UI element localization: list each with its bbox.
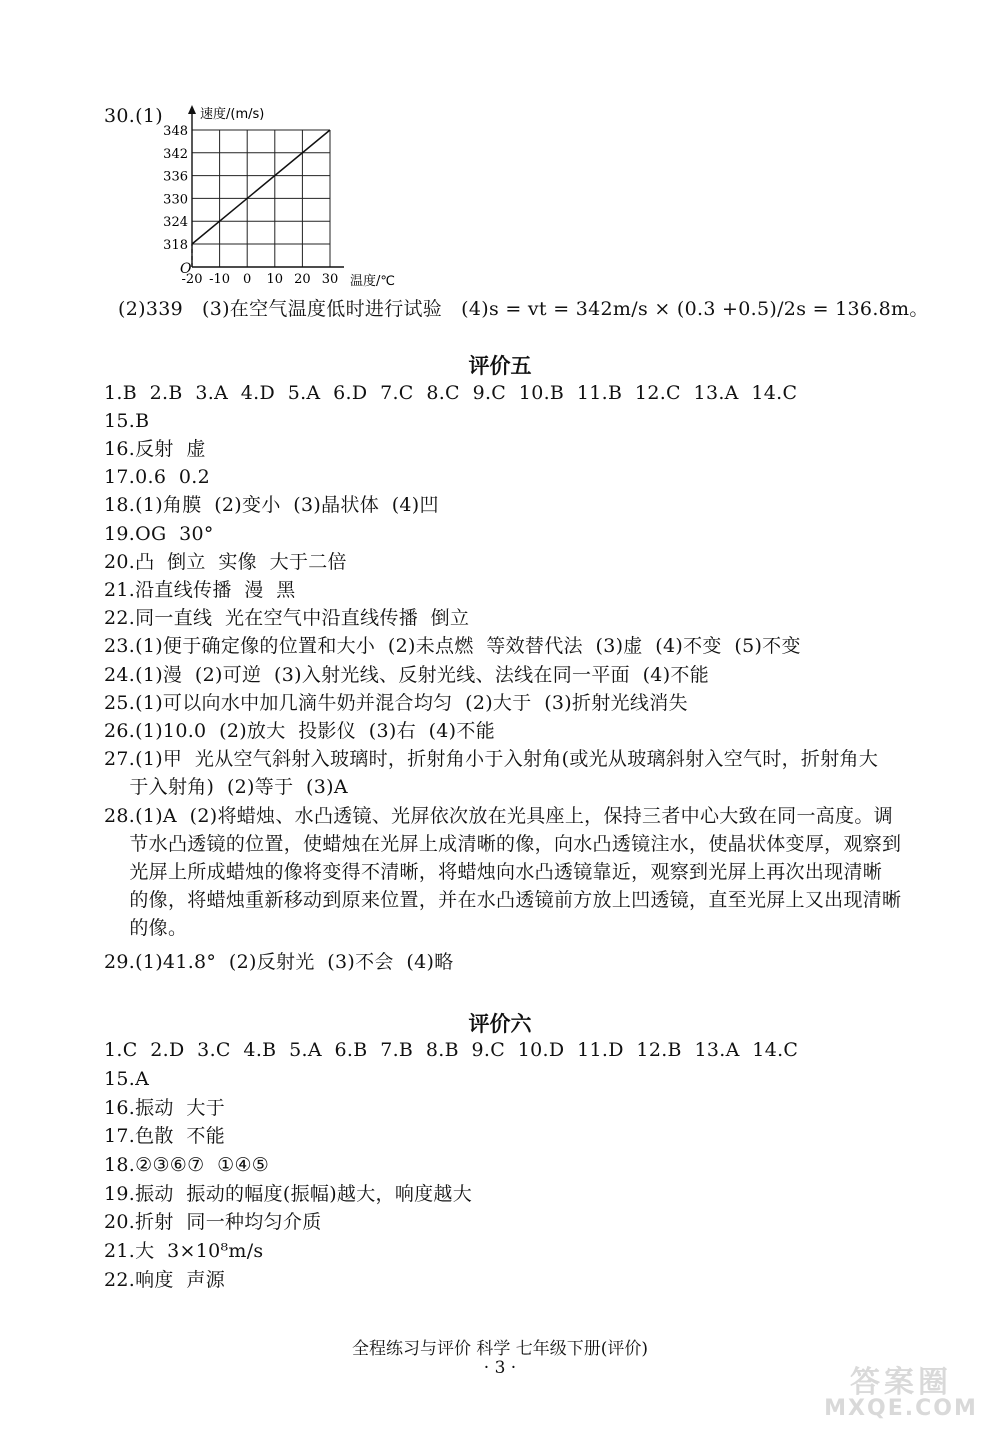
y-axis-arrow xyxy=(188,105,196,114)
x-tick-label: -20 xyxy=(181,272,203,287)
answer-line: 20.凸 倒立 实像 大于二倍 xyxy=(104,551,347,573)
watermark-logo xyxy=(816,1365,986,1430)
watermark-text-bottom: MXQE.COM xyxy=(824,1396,978,1421)
x-tick-label: 10 xyxy=(266,272,284,287)
answer-line: 16.振动 大于 xyxy=(104,1097,225,1119)
section-title-6: 评价六 xyxy=(468,1012,532,1036)
y-tick-label: 324 xyxy=(163,215,188,231)
answer-line: 22.同一直线 光在空气中沿直线传播 倒立 xyxy=(104,607,470,629)
x-tick-label: 0 xyxy=(243,272,252,287)
y-tick-label: 342 xyxy=(163,146,188,162)
answer-line: 光屏上所成蜡烛的像将变得不清晰，将蜡烛向水凸透镜靠近，观察到光屏上再次出现清晰 xyxy=(104,861,883,883)
answer-line: 18.(1)角膜 (2)变小 (3)晶状体 (4)凹 xyxy=(104,494,439,516)
footer-page-number: · 3 · xyxy=(483,1358,517,1378)
answer-line: 的像，将蜡烛重新移动到原来位置，并在水凸透镜前方放上凹透镜，直至光屏上又出现清晰 xyxy=(104,889,902,911)
q30-answer-line: (2)339 (3)在空气温度低时进行试验 (4)s = vt = 342m/s × (0.3 +0.5)/2s = 136.8m。 xyxy=(118,298,929,320)
answer-line: 19.OG 30° xyxy=(104,523,214,545)
answer-line: 19.振动 振动的幅度(振幅)越大，响度越大 xyxy=(104,1183,473,1205)
answer-line: 18.②③⑥⑦ ①④⑤ xyxy=(104,1154,270,1176)
answer-line: 26.(1)10.0 (2)放大 投影仪 (3)右 (4)不能 xyxy=(104,720,495,742)
answer-line: 20.折射 同一种均匀介质 xyxy=(104,1211,322,1233)
answer-line: 15.B xyxy=(104,410,150,432)
y-axis-label: 速度/(m/s) xyxy=(200,107,265,122)
x-axis-label: 温度/℃ xyxy=(350,274,395,289)
q30-label: 30.(1) xyxy=(104,105,163,127)
answer-line: 29.(1)41.8° (2)反射光 (3)不会 (4)略 xyxy=(104,951,454,973)
x-tick-label: -10 xyxy=(209,272,231,287)
origin-label: O xyxy=(180,261,192,277)
y-tick-label: 318 xyxy=(163,238,188,253)
answer-line: 的像。 xyxy=(104,917,188,939)
answer-line: 15.A xyxy=(104,1068,150,1090)
answer-line: 25.(1)可以向水中加几滴牛奶并混合均匀 (2)大于 (3)折射光线消失 xyxy=(104,692,688,714)
y-tick-label: 330 xyxy=(163,192,188,208)
answer-line: 16.反射 虚 xyxy=(104,438,206,460)
answer-line: 17.0.6 0.2 xyxy=(104,466,211,488)
y-tick-label: 348 xyxy=(163,124,188,139)
answer-line: 27.(1)甲 光从空气斜射入玻璃时，折射角小于入射角(或光从玻璃斜射入空气时，折射角大 xyxy=(104,748,879,770)
answer-line: 1.B 2.B 3.A 4.D 5.A 6.D 7.C 8.C 9.C 10.B 11.B 12.C 13.A 14.C xyxy=(104,382,798,404)
section-title-5: 评价五 xyxy=(468,354,532,378)
answer-line: 23.(1)便于确定像的位置和大小 (2)未点燃 等效替代法 (3)虚 (4)不变 (5)不变 xyxy=(104,635,801,657)
answer-line: 节水凸透镜的位置，使蜡烛在光屏上成清晰的像，向水凸透镜注水，使晶状体变厚，观察到 xyxy=(104,833,902,855)
answer-line: 21.大 3×10⁸m/s xyxy=(104,1240,264,1262)
answer-line: 1.C 2.D 3.C 4.B 5.A 6.B 7.B 8.B 9.C 10.D 11.D 12.B 13.A 14.C xyxy=(104,1039,799,1061)
answer-line: 于入射角) (2)等于 (3)A xyxy=(104,776,348,798)
answer-line: 24.(1)漫 (2)可逆 (3)入射光线、反射光线、法线在同一平面 (4)不能 xyxy=(104,664,710,686)
answer-line: 17.色散 不能 xyxy=(104,1125,225,1147)
data-series-line xyxy=(192,130,330,244)
answer-line: 22.响度 声源 xyxy=(104,1269,225,1291)
speed-temperature-chart xyxy=(0,0,1000,300)
x-tick-label: 20 xyxy=(294,272,311,287)
answer-line: 21.沿直线传播 漫 黑 xyxy=(104,579,296,601)
y-tick-label: 336 xyxy=(163,169,188,185)
x-tick-label: 30 xyxy=(321,272,339,287)
watermark-text-top: 答案圈 xyxy=(850,1365,952,1400)
answer-line: 28.(1)A (2)将蜡烛、水凸透镜、光屏依次放在光具座上，保持三者中心大致在同一高度。调 xyxy=(104,805,893,827)
footer-book-title: 全程练习与评价 科学 七年级下册(评价) xyxy=(351,1339,649,1359)
